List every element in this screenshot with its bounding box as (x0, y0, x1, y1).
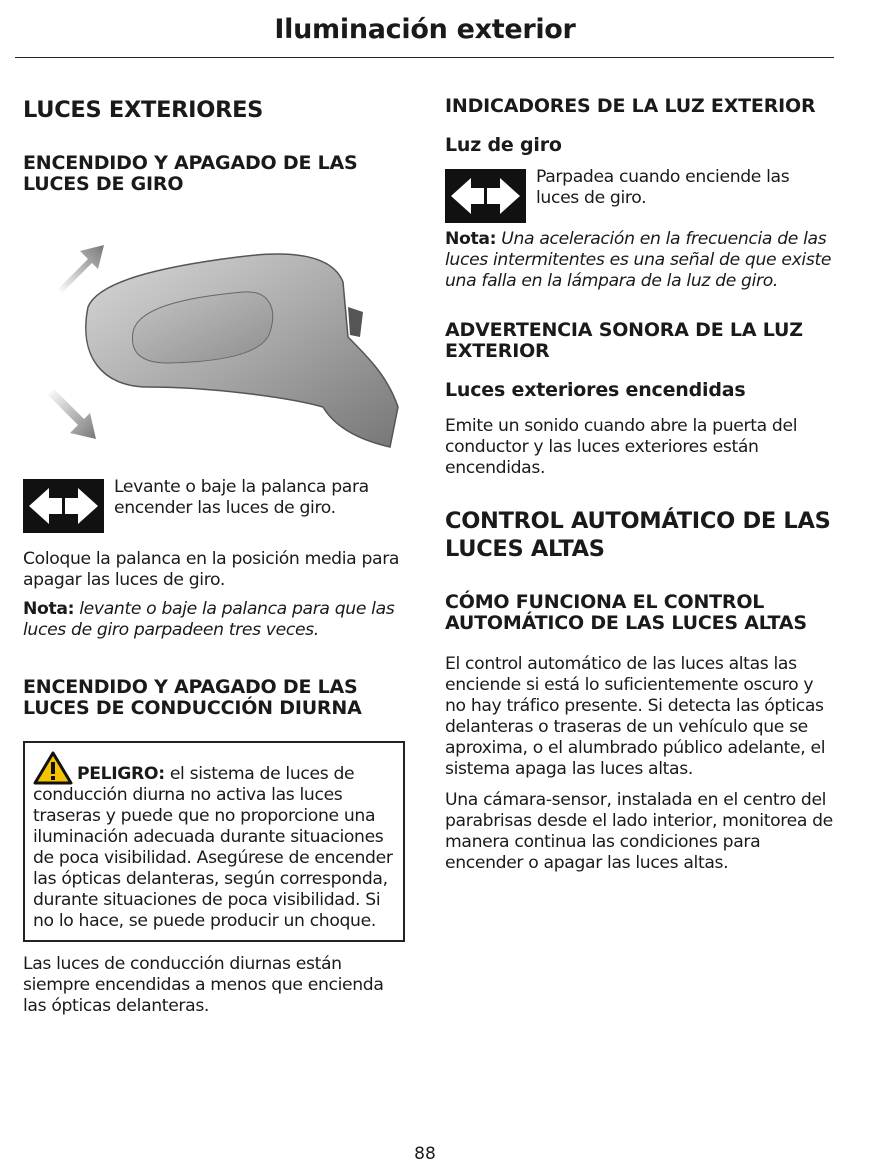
lever-illustration-svg (38, 237, 413, 457)
heading-turn-signals: ENCENDIDO Y APAGADO DE LAS LUCES DE GIRO (23, 152, 358, 195)
left-column (23, 96, 407, 1017)
indicator-note (445, 229, 833, 292)
warning-text: el sistema de luces de conducción diurna no activa las luces traseras y puede que no proporcione una iluminación adecuada durante situaciones de poca visibilidad. Asegúrese de encender las ópticas delanteras, según corresponda, durante situaciones de poca visibilidad. Si no lo hace, se puede producir un choque. (33, 764, 393, 931)
right-column (445, 96, 833, 874)
turn-note (23, 599, 407, 641)
turn-signal-lever-illustration (38, 237, 413, 457)
indicator-note-label: Nota: (445, 229, 497, 249)
page-title: Iluminación exterior (274, 14, 576, 45)
section-title-exterior-lights: LUCES EXTERIORES (23, 97, 264, 123)
drl-text: Las luces de conducción diurnas están siempre encendidas a menos que encienda las ópticas delanteras. (23, 954, 384, 1016)
heading-indicators: INDICADORES DE LA LUZ EXTERIOR (445, 95, 816, 117)
how-text-1: El control automático de las luces altas las enciende si está lo suficientemente oscuro y no hay tráfico presente. Si detecta las ópticas delanteras o traseras de un vehículo que se aproxima, o el alumbrado público adelante, el sistema apaga las luces altas. (445, 654, 826, 779)
subheading-lights-on: Luces exteriores encendidas (445, 379, 746, 401)
turn-signal-instruction-text: Levante o baje la palanca para encender las luces de giro. (114, 477, 369, 518)
subheading-turn-signal: Luz de giro (445, 134, 562, 156)
header-divider (15, 57, 834, 58)
heading-warning-sound: ADVERTENCIA SONORA DE LA LUZ EXTERIOR (445, 319, 803, 362)
turn-note-label: Nota: (23, 599, 75, 619)
page-number: 88 (414, 1144, 436, 1164)
turn-off-text: Coloque la palanca en la posición media para apagar las luces de giro. (23, 549, 400, 590)
turn-signal-indicator-text: Parpadea cuando enciende las luces de giro. (536, 167, 790, 208)
lever-up-arrow-icon (58, 245, 104, 293)
indicator-note-text: Una aceleración en la frecuencia de las luces intermitentes es una señal de que existe una falla en la lámpara de la luz de giro. (445, 229, 832, 291)
section-title-auto-high-beam: CONTROL AUTOMÁTICO DE LAS LUCES ALTAS (445, 508, 831, 562)
warning-label: PELIGRO: (77, 764, 165, 784)
turn-signal-arrows-icon (23, 479, 104, 533)
turn-signal-indicator (445, 169, 833, 223)
turn-note-text: levante o baje la palanca para que las luces de giro parpadeen tres veces. (23, 599, 395, 640)
how-text-2: Una cámara-sensor, instalada en el centro del parabrisas desde el lado interior, monitorea de manera continua las condiciones para encender o apagar las luces altas. (445, 790, 833, 873)
turn-signal-indicator-icon (445, 169, 526, 223)
lights-on-text: Emite un sonido cuando abre la puerta del conductor y las luces exteriores están encendidas. (445, 416, 798, 478)
heading-how-it-works: CÓMO FUNCIONA EL CONTROL AUTOMÁTICO DE LAS LUCES ALTAS (445, 591, 807, 634)
lever-down-arrow-icon (48, 389, 96, 439)
warning-triangle-icon (33, 751, 73, 785)
warning-box (23, 741, 405, 942)
turn-signal-instruction (23, 479, 407, 533)
heading-daytime-running-lights: ENCENDIDO Y APAGADO DE LAS LUCES DE CONDUCCIÓN DIURNA (23, 676, 362, 719)
warning-text-block (33, 751, 395, 932)
